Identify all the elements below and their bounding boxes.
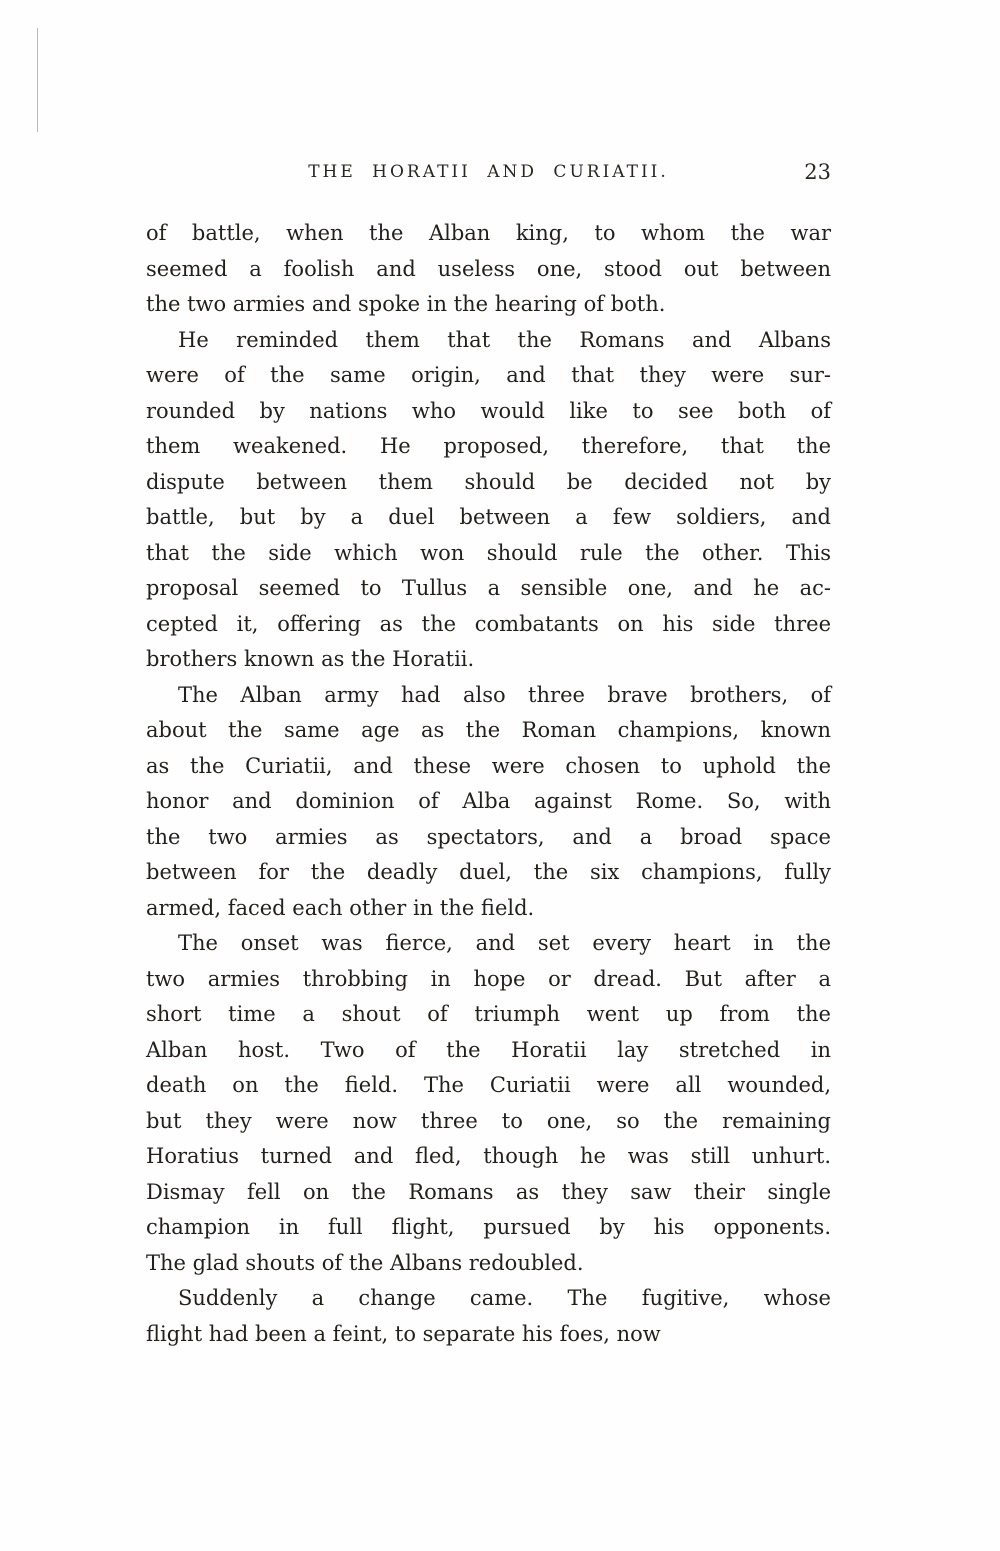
text-line: that the side which won should rule the other. This: [146, 540, 831, 565]
text-line: He reminded them that the Romans and Albans: [178, 327, 831, 352]
text-line: Alban host. Two of the Horatii lay stretched in: [146, 1037, 831, 1062]
body-text: [146, 216, 831, 1352]
text-line: Dismay fell on the Romans as they saw their single: [146, 1179, 831, 1204]
text-line: but they were now three to one, so the remaining: [146, 1108, 831, 1133]
text-line: the two armies and spoke in the hearing of both.: [146, 292, 666, 316]
text-line: as the Curiatii, and these were chosen to uphold the: [146, 753, 831, 778]
text-line: dispute between them should be decided not by: [146, 469, 831, 494]
text-line: flight had been a feint, to separate his foes, now: [146, 1321, 661, 1346]
text-line: Suddenly a change came. The fugitive, whose: [178, 1286, 831, 1310]
text-line: two armies throbbing in hope or dread. But after a: [146, 966, 831, 991]
text-line: Horatius turned and fled, though he was still unhurt.: [146, 1144, 831, 1168]
text-line: them weakened. He proposed, therefore, that the: [146, 434, 831, 458]
text-line: seemed a foolish and useless one, stood out between: [146, 256, 831, 281]
paragraph: [146, 678, 831, 927]
text-line: about the same age as the Roman champions, known: [146, 718, 831, 742]
paragraph: [146, 926, 831, 1281]
text-line: rounded by nations who would like to see both of: [146, 398, 831, 423]
scan-artifact-line: [37, 28, 38, 132]
text-line: armed, faced each other in the field.: [146, 895, 535, 920]
page-header: [146, 162, 831, 192]
text-line: champion in full flight, pursued by his opponents.: [146, 1215, 831, 1239]
paragraph: [146, 323, 831, 678]
text-line: honor and dominion of Alba against Rome. So, with: [146, 789, 831, 813]
text-line: death on the field. The Curiatii were all wounded,: [146, 1073, 831, 1097]
paragraph: [146, 1281, 831, 1352]
page-number: 23: [804, 160, 831, 184]
text-line: The glad shouts of the Albans redoubled.: [146, 1250, 584, 1275]
text-line: brothers known as the Horatii.: [146, 647, 475, 671]
text-line: cepted it, offering as the combatants on his side three: [146, 611, 831, 636]
paragraph: [146, 216, 831, 323]
text-line: The onset was fierce, and set every heart in the: [178, 931, 831, 955]
text-line: short time a shout of triumph went up from the: [146, 1002, 831, 1026]
text-line: were of the same origin, and that they were sur-: [146, 363, 831, 387]
text-line: between for the deadly duel, the six champions, fully: [146, 860, 831, 884]
text-line: proposal seemed to Tullus a sensible one, and he ac-: [146, 576, 831, 600]
text-line: battle, but by a duel between a few soldiers, and: [146, 505, 831, 529]
text-line: the two armies as spectators, and a broad space: [146, 824, 831, 849]
text-line: The Alban army had also three brave brothers, of: [178, 682, 831, 707]
text-line: of battle, when the Alban king, to whom the war: [146, 221, 831, 245]
running-title: THE HORATII AND CURIATII.: [308, 162, 669, 182]
